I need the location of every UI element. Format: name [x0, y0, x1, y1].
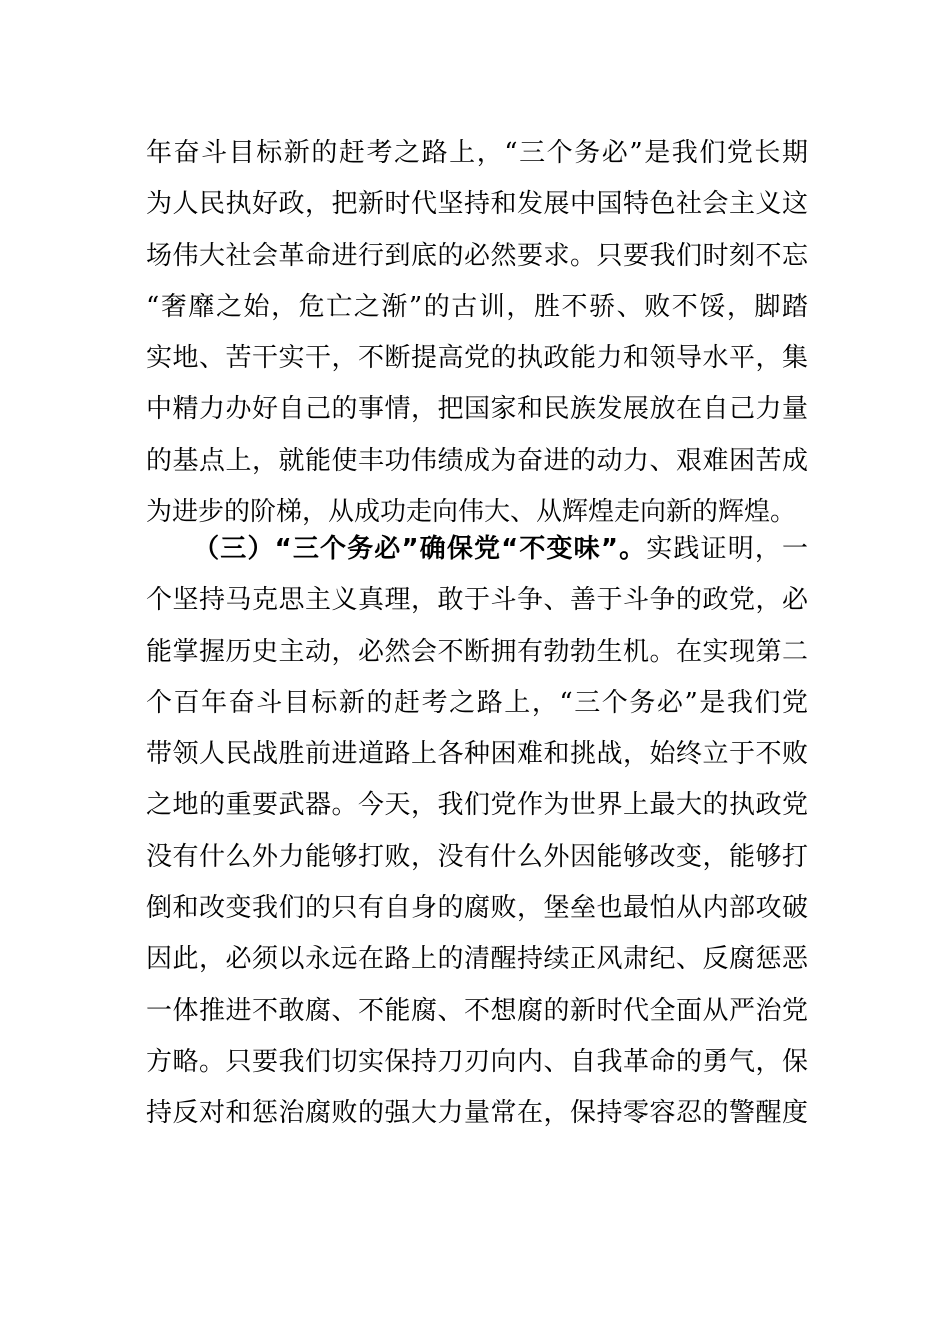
paragraph-2-line: 之地的重要武器。今天，我们党作为世界上最大的执政党: [146, 790, 808, 821]
paragraph-1-line: “奢靡之始，危亡之渐”的古训，胜不骄、败不馁，脚踏: [146, 291, 808, 322]
paragraph-2-line: 持反对和惩治腐败的强大力量常在，保持零容忍的警醒度: [146, 1098, 808, 1129]
paragraph-2: [146, 524, 808, 1140]
paragraph-2-first-line: [146, 524, 808, 575]
paragraph-2-line: 能掌握历史主动，必然会不断拥有勃勃生机。在实现第二: [146, 636, 808, 667]
paragraph-2-line: 一体推进不敢腐、不能腐、不想腐的新时代全面从严治党: [146, 995, 808, 1026]
paragraph-1-line: 年奋斗目标新的赶考之路上，“三个务必”是我们党长期: [146, 138, 808, 168]
paragraph-2-line: 因此，必须以永远在路上的清醒持续正风肃纪、反腐惩恶: [146, 944, 808, 975]
paragraph-2-line: 个百年奋斗目标新的赶考之路上，“三个务必”是我们党: [146, 687, 808, 718]
paragraph-2-line: 方略。只要我们切实保持刀刃向内、自我革命的勇气，保: [146, 1046, 808, 1077]
first-line-text: 实践证明，一: [646, 534, 808, 564]
paragraph-1-line: 为进步的阶梯，从成功走向伟大、从辉煌走向新的辉煌。: [146, 497, 797, 528]
paragraph-1-line: 场伟大社会革命进行到底的必然要求。只要我们时刻不忘: [146, 240, 808, 271]
paragraph-1-line: 的基点上，就能使丰功伟绩成为奋进的动力、艰难困苦成: [146, 445, 808, 476]
paragraph-2-line: 带领人民战胜前进道路上各种困难和挑战，始终立于不败: [146, 739, 808, 770]
paragraph-1-line: 中精力办好自己的事情，把国家和民族发展放在自己力量: [146, 394, 808, 425]
paragraph-2-line: 个坚持马克思主义真理，敢于斗争、善于斗争的政党，必: [146, 585, 808, 616]
paragraph-1-line: 实地、苦干实干，不断提高党的执政能力和领导水平，集: [146, 343, 808, 374]
paragraph-1-line: 为人民执好政，把新时代坚持和发展中国特色社会主义这: [146, 189, 808, 220]
paragraph-2-line: 没有什么外力能够打败，没有什么外因能够改变，能够打: [146, 841, 808, 872]
paragraph-1: [146, 128, 808, 538]
paragraph-2-line: 倒和改变我们的只有自身的腐败，堡垒也最怕从内部攻破: [146, 893, 808, 924]
section-heading: （三）“三个务必”确保党“不变味”。: [192, 534, 647, 564]
